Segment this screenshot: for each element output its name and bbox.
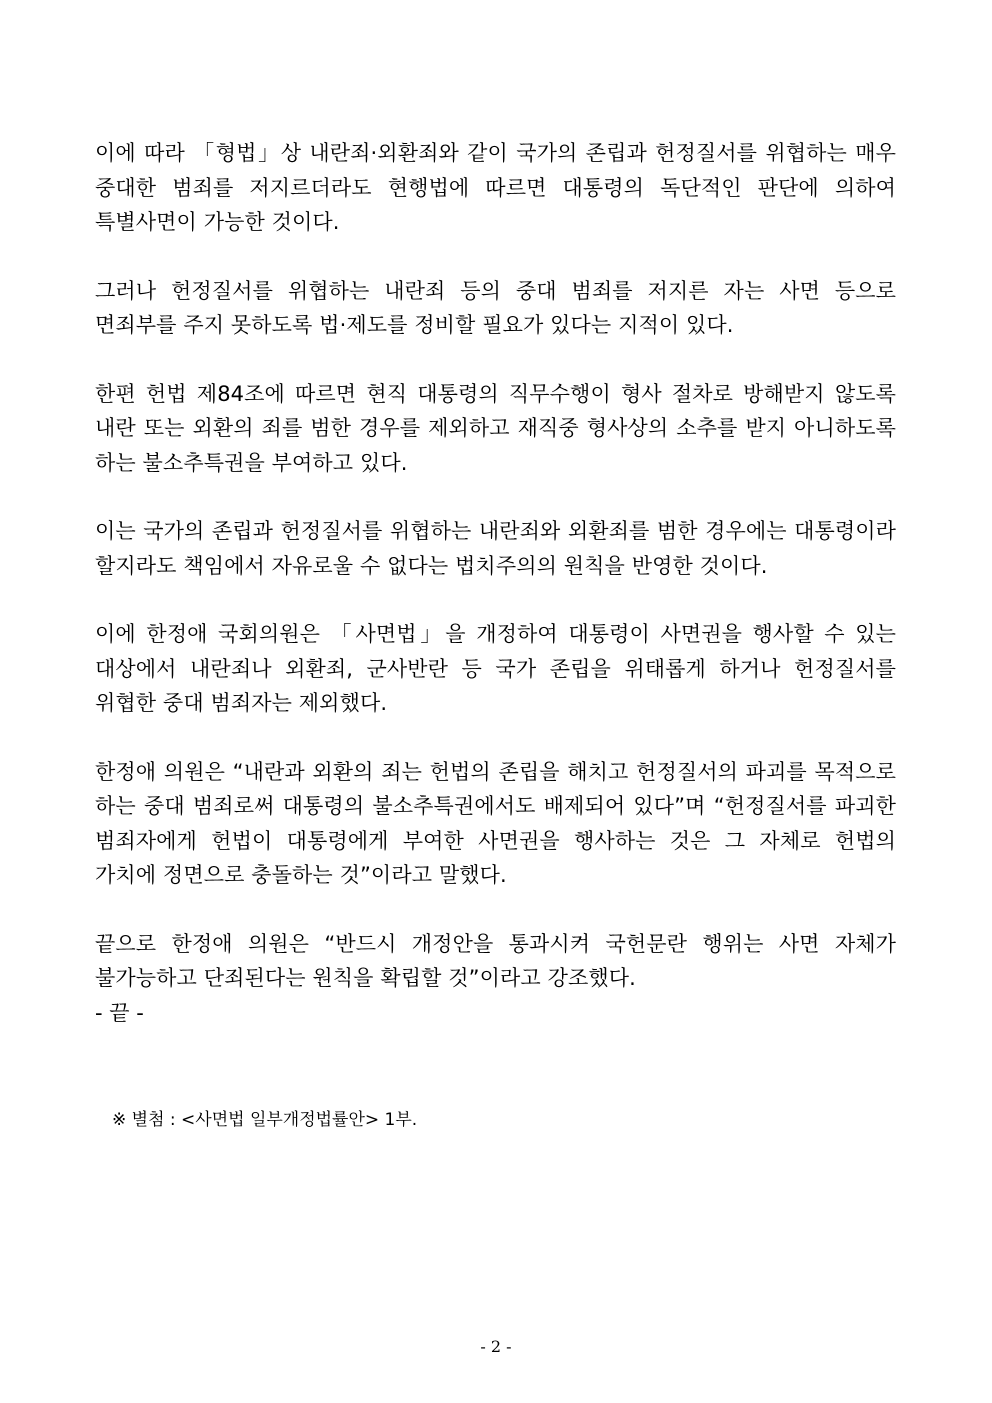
paragraph-quote: 한정애 의원은 “내란과 외환의 죄는 헌법의 존립을 해치고 헌정질서의 파괴를 목적으로 하는 중대 범죄로써 대통령의 불소추특권에서도 배제되어 있다”며 “헌정질서를 파괴한 범죄자에게 헌법이 대통령에게 부여한 사면권을 행사하는 것은 그 자체로 헌법의 가치에 정면으로 충돌하는 것”이라고 말했다.: [95, 759, 896, 887]
page-number: - 2 -: [480, 1337, 512, 1356]
paragraph-amendment: 이에 한정애 국회의원은 「사면법」을 개정하여 대통령이 사면권을 행사할 수 있는 대상에서 내란죄나 외환죄, 군사반란 등 국가 존립을 위태롭게 하거나 헌정질서를 위협한 중대 범죄자는 제외했다.: [95, 622, 896, 715]
paragraph-closing: 끝으로 한정애 의원은 “반드시 개정안을 통과시켜 국헌문란 행위는 사면 자체가 불가능하고 단죄된다는 원칙을 확립할 것”이라고 강조했다.: [95, 931, 896, 990]
paragraph-special-pardon: 이에 따라 「형법」상 내란죄·외환죄와 같이 국가의 존립과 헌정질서를 위협하는 매우 중대한 범죄를 저지르더라도 현행법에 따르면 대통령의 독단적인 판단에 의하여 특별사면이 가능한 것이다.: [95, 141, 896, 234]
paragraph-reform-need: 그러나 헌정질서를 위협하는 내란죄 등의 중대 범죄를 저지른 자는 사면 등으로 면죄부를 주지 못하도록 법·제도를 정비할 필요가 있다는 지적이 있다.: [95, 278, 896, 337]
document-body: [95, 136, 896, 1030]
paragraph-rule-of-law: 이는 국가의 존립과 헌정질서를 위협하는 내란죄와 외환죄를 범한 경우에는 대통령이라 할지라도 책임에서 자유로울 수 없다는 법치주의의 원칙을 반영한 것이다.: [95, 519, 896, 578]
attachment-note: ※ 별첨 : <사면법 일부개정법률안> 1부.: [112, 1110, 418, 1130]
end-mark: - 끝 -: [95, 1000, 144, 1025]
paragraph-article-84: 한편 헌법 제84조에 따르면 현직 대통령의 직무수행이 형사 절차로 방해받지 않도록 내란 또는 외환의 죄를 범한 경우를 제외하고 재직중 형사상의 소추를 받지 아니하도록 하는 불소추특권을 부여하고 있다.: [95, 381, 896, 475]
